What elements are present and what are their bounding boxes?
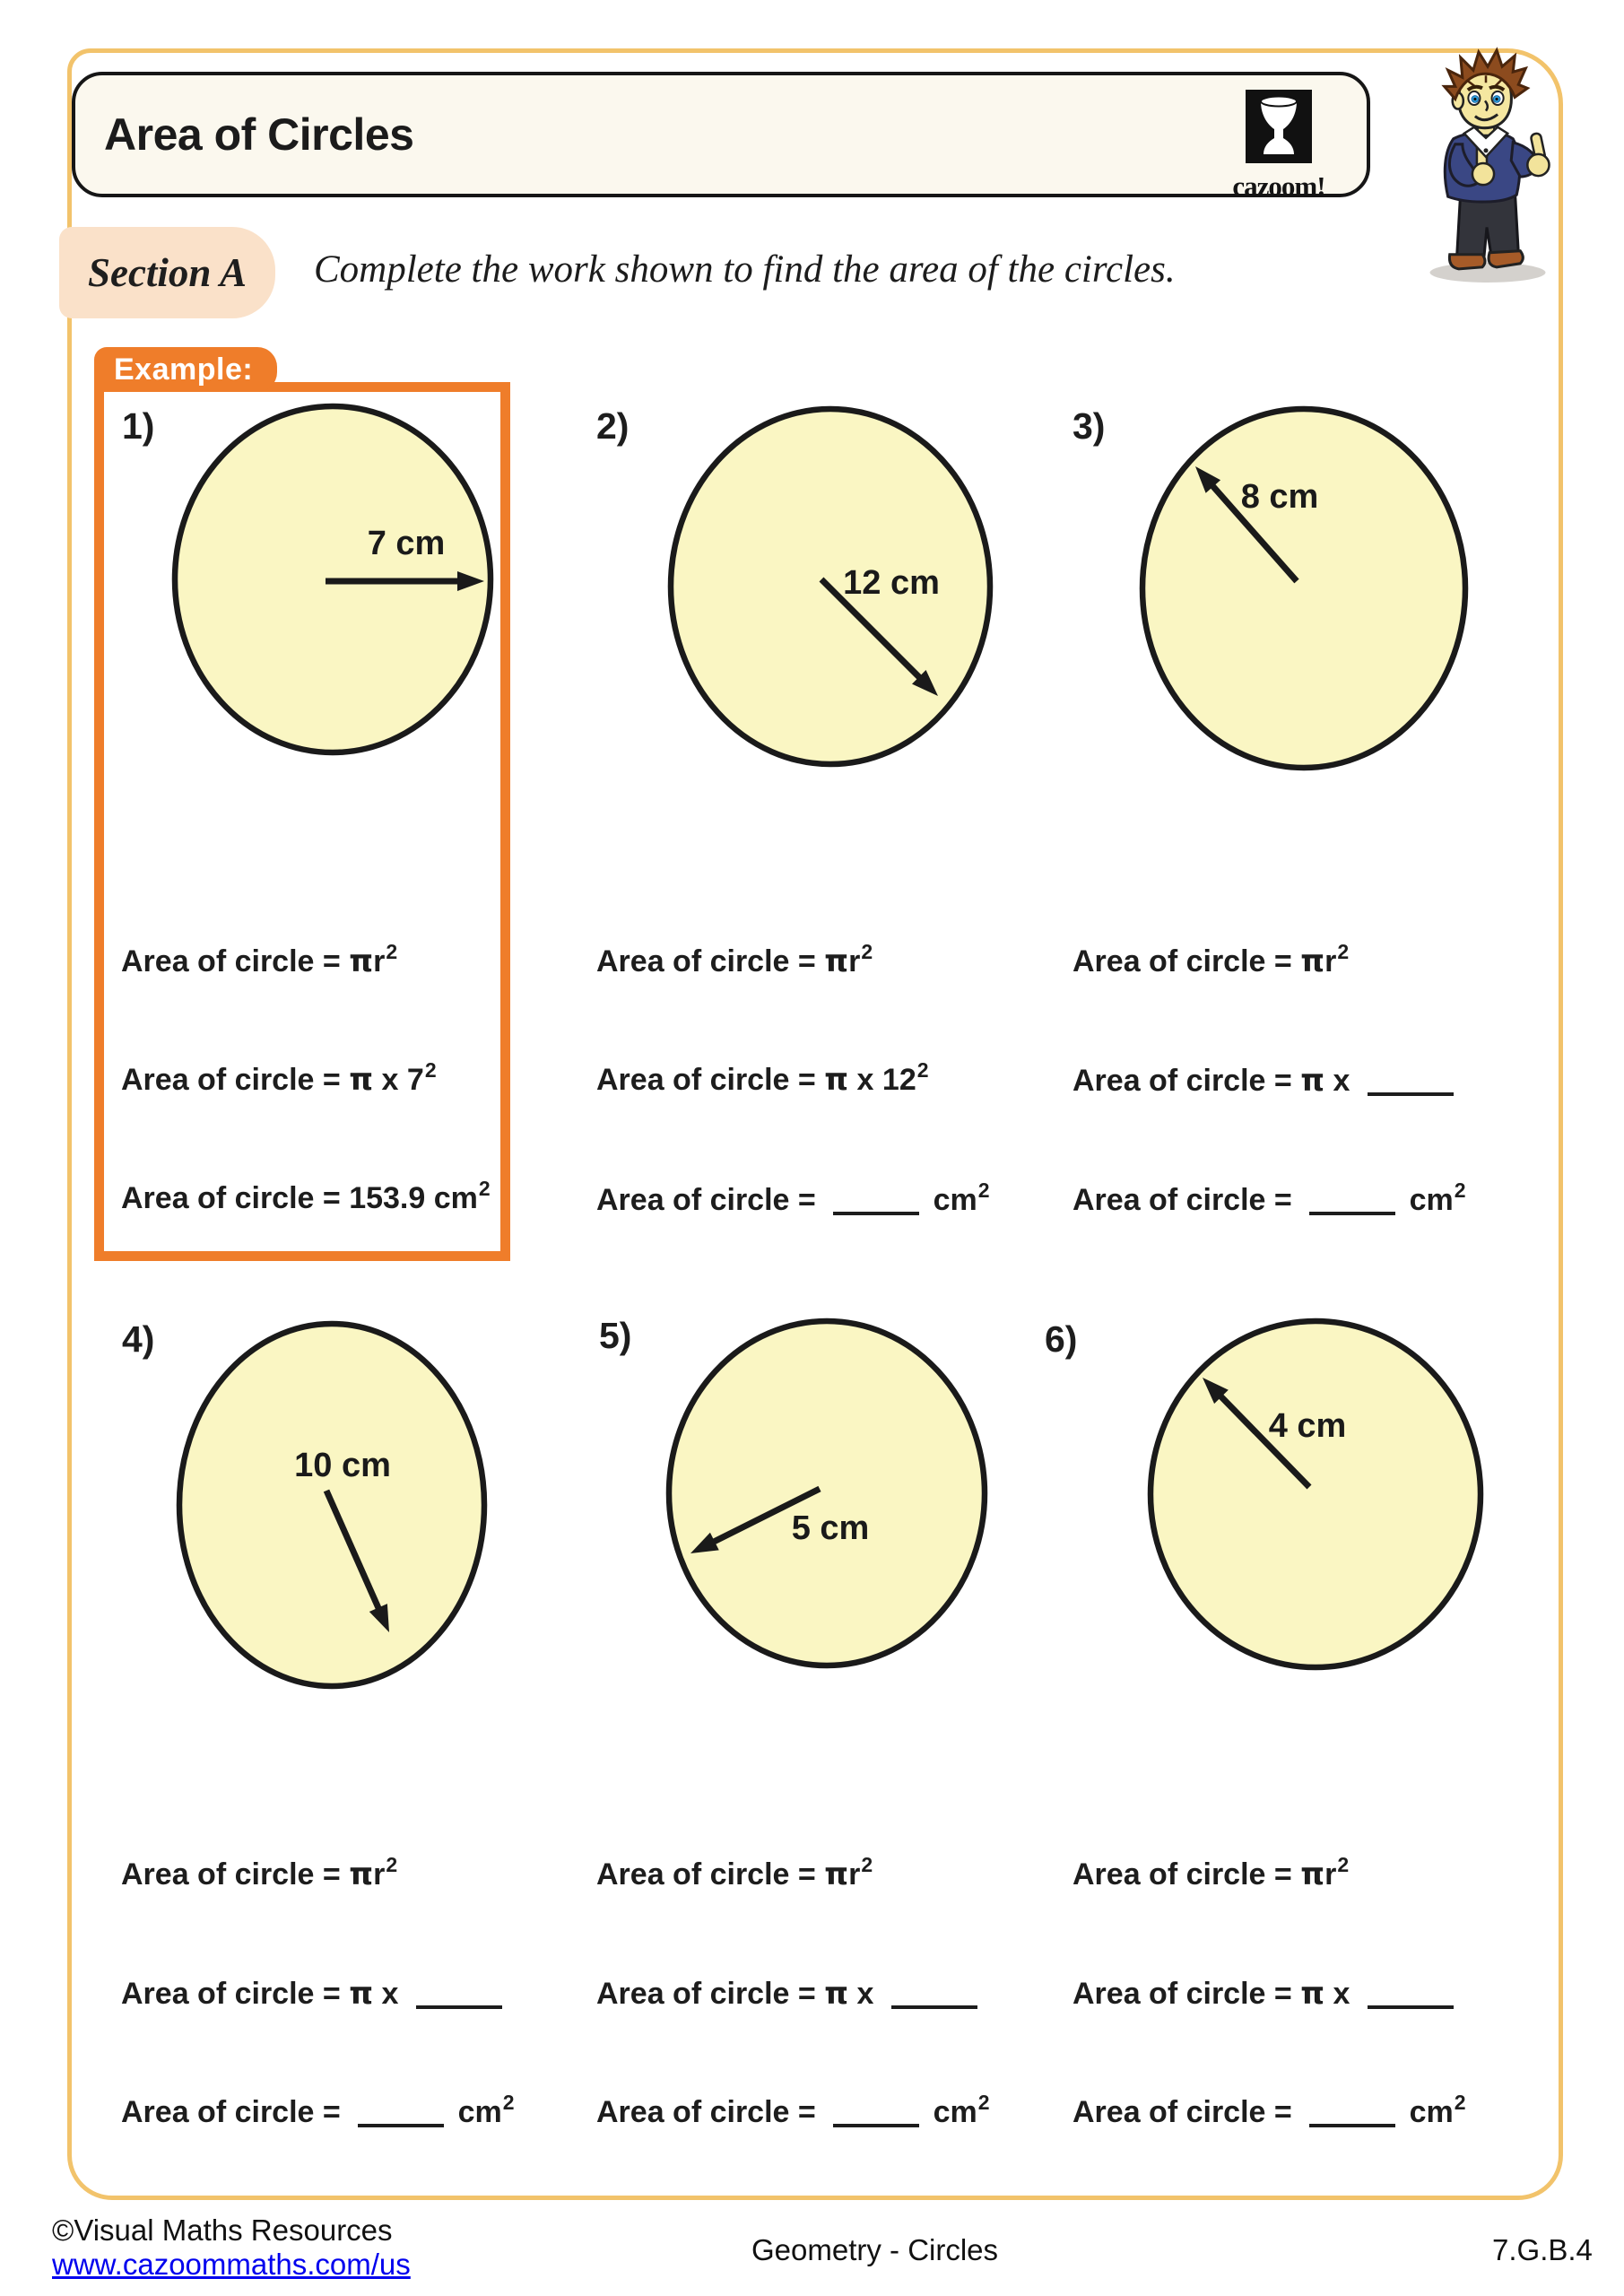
formula-line-2: Area of circle = π x <box>596 1975 983 2012</box>
problem-number: 1) <box>122 405 155 447</box>
radius-dimension-label: 10 cm <box>294 1447 391 1484</box>
example-label: Example: <box>114 352 254 387</box>
formula-line-2: Area of circle = π x <box>1073 1975 1459 2012</box>
problem-number: 2) <box>596 405 630 447</box>
circle-figure <box>169 1313 495 1697</box>
problem-number: 4) <box>122 1318 155 1360</box>
answer-blank <box>833 2093 919 2127</box>
student-character <box>1392 45 1580 289</box>
radius-dimension-label: 5 cm <box>791 1509 870 1547</box>
footer-topic-label: Geometry - Circles <box>751 2233 999 2266</box>
footer-url-link[interactable]: www.cazoommaths.com/us <box>52 2248 411 2281</box>
answer-blank <box>1368 1062 1454 1096</box>
footer-standard-code: 7.G.B.4 <box>1492 2233 1593 2266</box>
pi-symbol: π <box>1300 1976 1325 2012</box>
answer-blank <box>358 2093 444 2127</box>
formula-line-2: Area of circle = π x $7^2$ <box>121 1058 437 1098</box>
circle-figure <box>1132 398 1476 778</box>
pi-symbol: π <box>824 1857 849 1892</box>
formula-line-2: Area of circle = π x $12^2$ <box>596 1058 929 1098</box>
circle-figure <box>660 398 1001 775</box>
circle-figure <box>164 396 501 763</box>
section-instruction: Complete the work shown to find the area of the circles. <box>314 248 1176 291</box>
radius-dimension-label: 7 cm <box>367 525 446 562</box>
square-exponent: 2 <box>861 940 873 963</box>
pi-symbol: π <box>1300 944 1325 979</box>
formula-line-3: Area of circle = $cm^2$ <box>596 2091 990 2129</box>
formula-line-2: Area of circle = π x <box>121 1975 508 2012</box>
circle-figure <box>658 1310 995 1676</box>
formula-line-2: Area of circle = π x <box>1073 1062 1459 1099</box>
radius-dimension-label: 4 cm <box>1268 1407 1347 1445</box>
square-exponent: 2 <box>1454 2091 1466 2114</box>
page-title: Area of Circles <box>104 109 414 160</box>
radius-dimension-label: 8 cm <box>1240 478 1319 516</box>
problem-number: 6) <box>1045 1318 1078 1360</box>
circle-shape <box>1142 409 1465 768</box>
formula-line-1: Area of circle = $\pi r^2$ <box>596 1853 873 1892</box>
formula-line-3: Area of circle = $cm^2$ <box>596 1178 990 1217</box>
formula-line-3: Area of circle = 153.9 $cm^2$ <box>121 1177 491 1215</box>
pi-symbol: π <box>349 1976 374 2012</box>
section-label: Section A <box>87 250 248 295</box>
pi-symbol: π <box>349 1062 374 1098</box>
square-exponent: 2 <box>386 1853 398 1876</box>
square-exponent: 2 <box>478 1177 491 1200</box>
formula-line-1: Area of circle = $\pi r^2$ <box>596 940 873 979</box>
square-exponent: 2 <box>977 2091 990 2114</box>
square-exponent: 2 <box>1454 1178 1466 1202</box>
square-exponent: 2 <box>424 1058 437 1082</box>
formula-line-1: Area of circle = $\pi r^2$ <box>1073 1853 1350 1892</box>
pi-symbol: π <box>824 1062 849 1098</box>
pi-symbol: π <box>1300 1857 1325 1892</box>
answer-blank <box>833 1181 919 1215</box>
problem-number: 5) <box>599 1315 632 1356</box>
pi-symbol: π <box>824 944 849 979</box>
answer-blank <box>1309 1181 1395 1215</box>
pi-symbol: π <box>824 1976 849 2012</box>
pi-symbol: π <box>1300 1063 1325 1099</box>
formula-line-3: Area of circle = $cm^2$ <box>121 2091 515 2129</box>
square-exponent: 2 <box>1337 1853 1350 1876</box>
square-exponent: 2 <box>861 1853 873 1876</box>
character-shadow <box>1430 263 1546 283</box>
formula-line-1: Area of circle = $\pi r^2$ <box>121 1853 398 1892</box>
footer-copyright: ©Visual Maths Resources <box>52 2213 393 2247</box>
answer-blank <box>416 1975 502 2009</box>
formula-line-1: Area of circle = $\pi r^2$ <box>121 940 398 979</box>
circle-figure <box>1140 1310 1491 1678</box>
pi-symbol: π <box>349 944 374 979</box>
radius-dimension-label: 12 cm <box>843 564 940 602</box>
formula-line-3: Area of circle = $cm^2$ <box>1073 2091 1466 2129</box>
answer-blank <box>891 1975 977 2009</box>
circle-shape <box>1151 1321 1481 1667</box>
problem-number: 3) <box>1073 405 1106 447</box>
square-exponent: 2 <box>1337 940 1350 963</box>
square-exponent: 2 <box>502 2091 515 2114</box>
pi-symbol: π <box>349 1857 374 1892</box>
logo-brand-text: cazoom! <box>1232 170 1325 202</box>
answer-blank <box>1309 2093 1395 2127</box>
circle-shape <box>669 1321 985 1665</box>
square-exponent: 2 <box>916 1058 929 1082</box>
answer-blank <box>1368 1975 1454 2009</box>
formula-line-1: Area of circle = $\pi r^2$ <box>1073 940 1350 979</box>
formula-line-3: Area of circle = $cm^2$ <box>1073 1178 1466 1217</box>
square-exponent: 2 <box>386 940 398 963</box>
square-exponent: 2 <box>977 1178 990 1202</box>
